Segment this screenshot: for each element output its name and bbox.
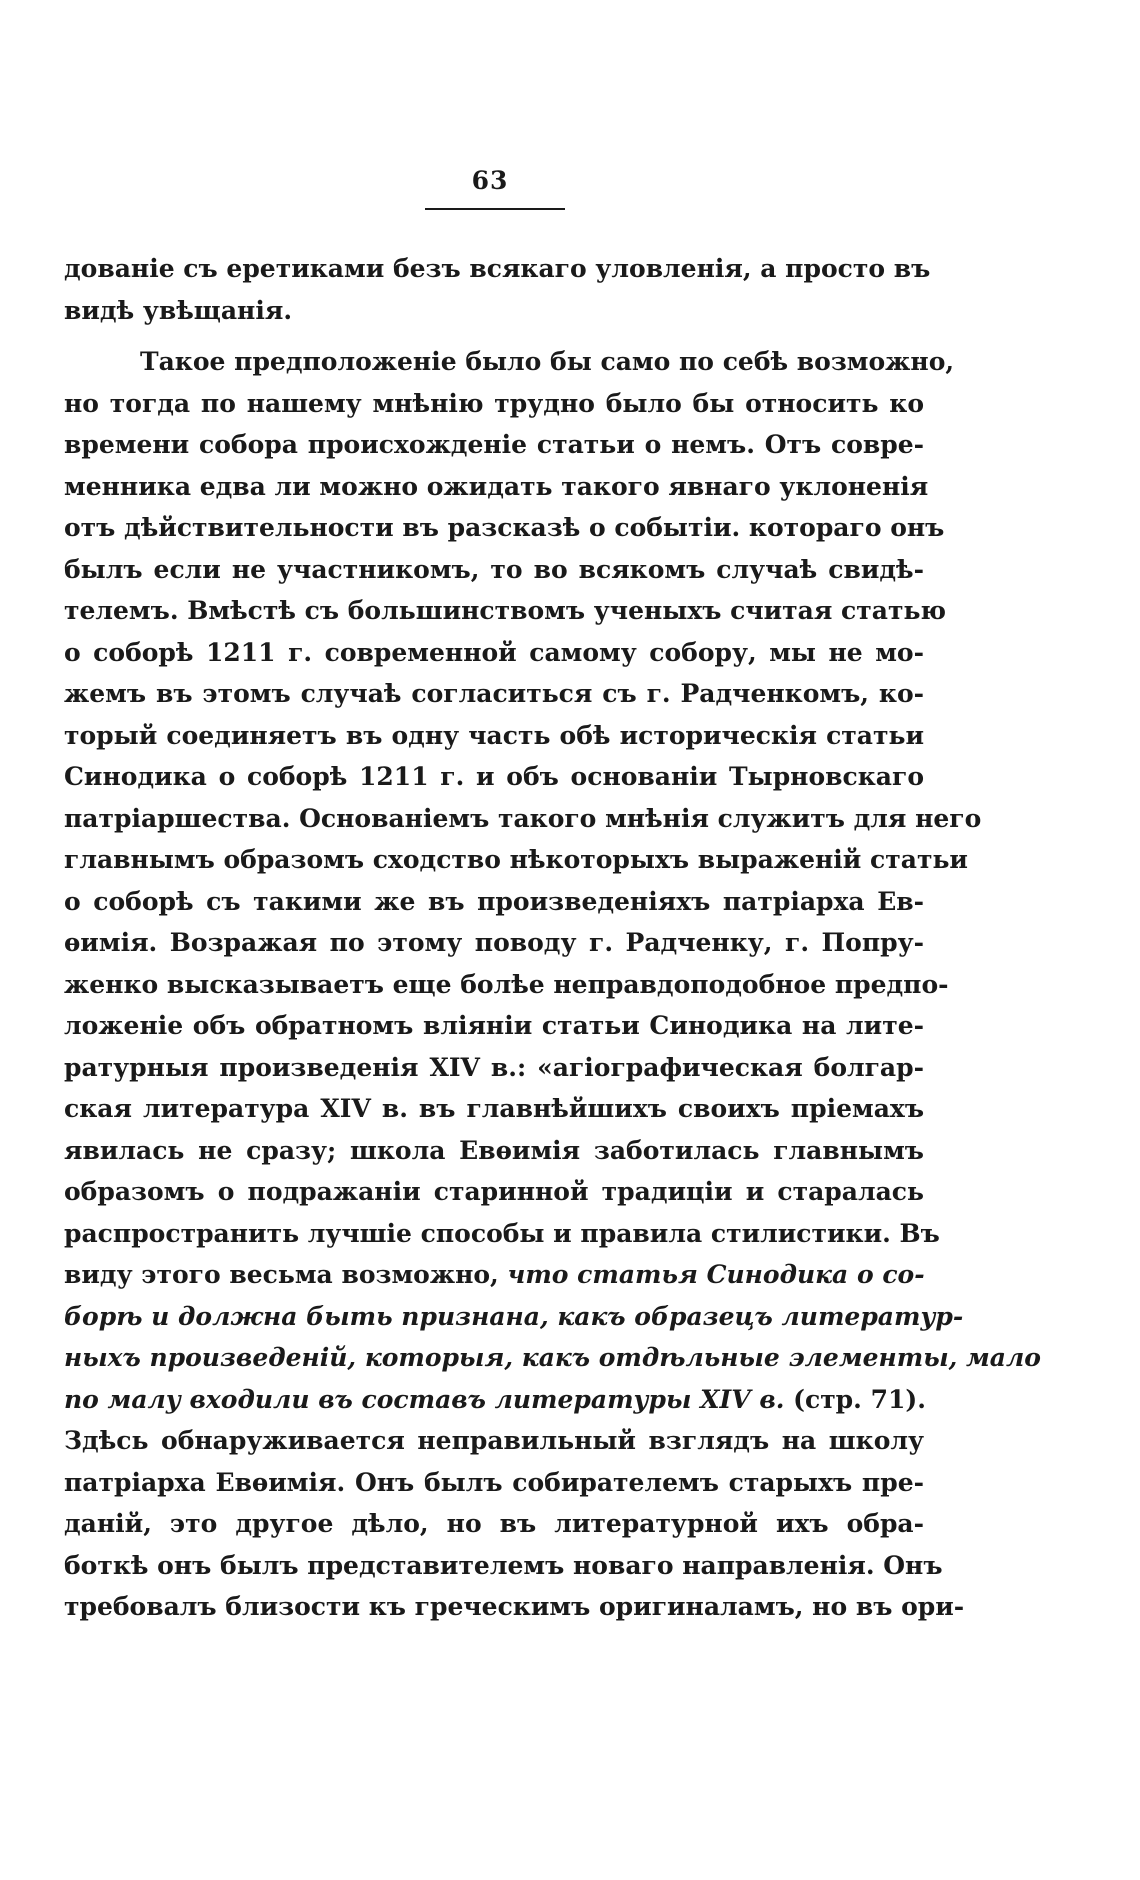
text-span: патріаршества. Основаніемъ такого мнѣнія служитъ для него — [64, 803, 982, 833]
text-line — [64, 756, 924, 798]
paragraph-gap — [64, 331, 924, 341]
text-span: ратурныя произведенія XIV в.: «агіографическая болгар- — [64, 1052, 924, 1082]
text-line — [64, 673, 924, 715]
text-span: о соборѣ съ такими же въ произведеніяхъ патріарха Ев- — [64, 886, 924, 916]
text-span: ѳимія. Возражая по этому поводу г. Радченку, г. Попру- — [64, 928, 924, 957]
text-line — [64, 590, 947, 632]
text-span: отъ дѣйствительности въ разсказѣ о событіи. котораго онъ — [64, 513, 945, 542]
text-span: ложеніе объ обратномъ вліяніи статьи Синодика на лите- — [64, 1011, 924, 1040]
text-line — [64, 1171, 924, 1213]
text-span: распространить лучшіе способы и правила стилистики. Въ — [64, 1218, 940, 1248]
paragraph — [64, 341, 1041, 1628]
text-line — [64, 1503, 924, 1545]
text-span: ская литература XIV в. въ главнѣйшихъ своихъ пріемахъ — [64, 1094, 924, 1123]
text-line — [64, 507, 945, 549]
text-line — [64, 1296, 964, 1338]
text-span: (стр. 71). — [784, 1384, 926, 1414]
text-line — [64, 248, 931, 290]
text-line — [64, 1337, 1041, 1379]
header-rule — [425, 208, 565, 210]
text-span: дованіе съ еретиками безъ всякаго уловленія, а просто въ — [64, 254, 931, 283]
italic-span: по малу входили въ составъ литературы XIV в. — [64, 1384, 785, 1414]
page-number: 63 — [471, 166, 509, 195]
text-span: явилась не сразу; школа Евѳимія заботилась главнымъ — [64, 1135, 924, 1165]
text-line — [64, 1047, 924, 1089]
text-line — [64, 1462, 924, 1504]
text-line — [64, 922, 924, 964]
italic-span: что статья Синодика о со- — [507, 1260, 925, 1289]
text-line — [64, 715, 924, 757]
text-span: Такое предположеніе было бы само по себѣ возможно, — [140, 347, 955, 376]
text-line — [64, 383, 924, 425]
text-span: менника едва ли можно ожидать такого явнаго уклоненія — [64, 471, 929, 501]
text-span: виду этого весьма возможно, — [64, 1260, 508, 1289]
text-line — [64, 881, 924, 923]
text-line — [64, 466, 929, 508]
text-line — [64, 290, 924, 332]
text-span: боткѣ онъ былъ представителемъ новаго направленія. Онъ — [64, 1550, 943, 1580]
text-span: былъ если не участникомъ, то во всякомъ случаѣ свидѣ- — [64, 554, 924, 584]
text-line — [64, 632, 924, 674]
italic-span: ныхъ произведеній, которыя, какъ отдѣльные элементы, мало — [64, 1343, 1041, 1372]
text-span: видѣ увѣщанія. — [64, 295, 293, 325]
text-line — [64, 1379, 924, 1421]
text-span: Здѣсь обнаруживается неправильный взглядъ на школу — [64, 1426, 924, 1455]
text-span: но тогда по нашему мнѣнію трудно было бы относить ко — [64, 388, 924, 418]
paragraph — [64, 248, 931, 331]
text-line — [64, 839, 968, 881]
text-line — [64, 1420, 924, 1462]
text-line — [64, 1586, 965, 1628]
text-span: главнымъ образомъ сходство нѣкоторыхъ выраженій статьи — [64, 845, 968, 874]
text-span: даній, это другое дѣло, но въ литературной ихъ обра- — [64, 1509, 924, 1538]
text-line — [64, 1545, 943, 1587]
text-line — [64, 1088, 924, 1130]
text-line — [64, 1005, 924, 1047]
text-span: торый соединяетъ въ одну часть обѣ историческія статьи — [64, 720, 924, 750]
text-span: патріарха Евѳимія. Онъ былъ собирателемъ старыхъ пре- — [64, 1467, 924, 1497]
text-line — [64, 798, 982, 840]
italic-span: борѣ и должна быть признана, какъ образецъ литератур- — [64, 1301, 964, 1331]
text-span: времени собора происхожденіе статьи о немъ. Отъ совре- — [64, 430, 924, 459]
text-line — [64, 549, 924, 591]
text-span: женко высказываетъ еще болѣе неправдоподобное предпо- — [64, 969, 949, 999]
text-line — [64, 964, 949, 1006]
text-line — [64, 1213, 940, 1255]
text-span: Синодика о соборѣ 1211 г. и объ основаніи Тырновскаго — [64, 762, 924, 791]
text-span: требовалъ близости къ греческимъ оригиналамъ, но въ ори- — [64, 1592, 965, 1621]
text-span: образомъ о подражаніи старинной традиціи и старалась — [64, 1177, 924, 1206]
body-text — [64, 248, 1041, 1628]
text-line — [64, 424, 924, 466]
text-line — [64, 341, 955, 383]
text-span: жемъ въ этомъ случаѣ согласиться съ г. Радченкомъ, ко- — [64, 679, 924, 708]
text-line — [64, 1254, 924, 1296]
text-span: о соборѣ 1211 г. современной самому собору, мы не мо- — [64, 637, 924, 667]
text-span: телемъ. Вмѣстѣ съ большинствомъ ученыхъ считая статью — [64, 596, 947, 625]
text-line — [64, 1130, 924, 1172]
